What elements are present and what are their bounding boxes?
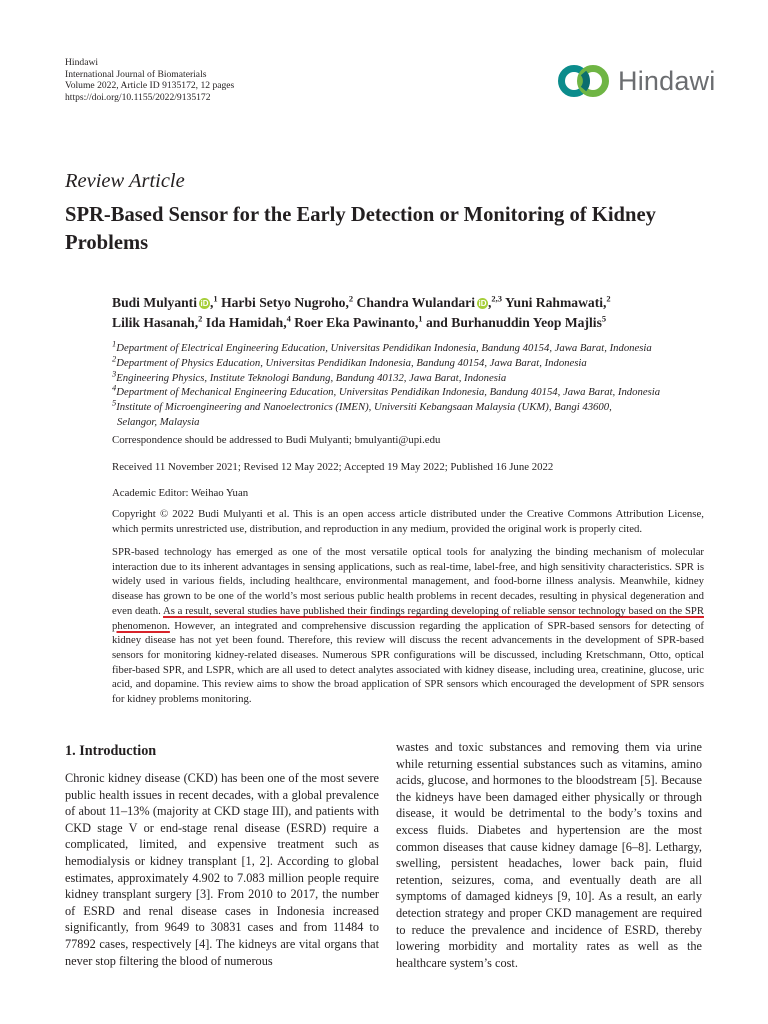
academic-editor: Academic Editor: Weihao Yuan — [112, 487, 249, 499]
author-name: Chandra Wulandari — [356, 295, 475, 310]
affiliation-text: Engineering Physics, Institute Teknologi Bandung, Bandung 40132, Jawa Barat, Indonesia — [116, 371, 507, 384]
article-type: Review Article — [65, 170, 185, 192]
author-list: Budi Mulyanti iD ,$^1$ Harbi Setyo Nugroho,$^2$ Chandra Wulandari iD ,$^{2,3}$ Yuni Rahmawati,$^2$ Lilik Hasanah,$^2$ Ida Hamidah,$^4$ Roer Eka Pawinanto,$^1$ and Burhanuddin Yeop Majlis$^5$ — [112, 293, 611, 330]
doi-link[interactable]: https://doi.org/10.1155/2022/9135172 — [65, 91, 211, 103]
volume-line: Volume 2022, Article ID 9135172, 12 pages — [65, 80, 235, 92]
affiliation-item — [112, 353, 712, 371]
affiliation-item — [112, 397, 712, 415]
affiliation-continuation: Selangor, Malaysia — [117, 415, 200, 428]
publication-dates: Received 11 November 2021; Revised 12 May 2022; Accepted 19 May 2022; Published 16 June 2022 — [112, 461, 554, 473]
highlighted-sentence[interactable]: As a result, several studies have published their findings regarding developing of reliable sensor technology based on the SPR phenomenon. — [112, 604, 704, 632]
author-affiliation-number: 5 — [601, 313, 607, 324]
correspondence: Correspondence should be addressed to Budi Mulyanti; bmulyanti@upi.edu — [112, 434, 441, 446]
intro-column-left: Chronic kidney disease (CKD) has been one of the most severe public health issues in recent decades, with a global prevalence of about 11–13% (majority at CKD stage III), and patients with CKD stage V or end-stage renal disease (ESRD) require a complicated, limited, and expensive treatment such as hemodialysis or kidney transplant [1, 2]. According to global estimates, approximately 4.902 to 7.083 million people require kidney transplant surgery [3]. From 2010 to 2017, the number of ESRD and renal disease cases in Indonesia increased significantly, from 9649 to 30831 cases and from 11484 to 77892 cases, respectively [4]. The kidneys are vital organs that never stop filtering the blood of numerous — [65, 771, 379, 968]
affiliation-text: Department of Physics Education, Universitas Pendidikan Indonesia, Bandung 40154, Jawa Barat, Indonesia — [116, 356, 587, 369]
journal-header — [65, 57, 234, 103]
affiliation-text: Institute of Microengineering and Nanoelectronics (IMEN), Universiti Kebangsaan Malaysia (UKM), Bangi 43600, — [116, 401, 612, 414]
affiliation-item — [112, 382, 712, 400]
journal-name: International Journal of Biomaterials — [65, 68, 207, 80]
affiliation-number: 4 — [112, 382, 117, 393]
copyright-notice: Copyright © 2022 Budi Mulyanti et al. This is an open access article distributed under the Creative Commons Attribution License, which permits unrestricted use, distribution, and reproduction in any medium, provided the original work is properly cited. — [112, 508, 704, 535]
author-name: Harbi Setyo Nugroho — [221, 295, 346, 310]
orcid-icon[interactable]: iD — [200, 299, 209, 308]
author-affiliation-number: 1 — [418, 313, 423, 324]
author-name: Ida Hamidah — [205, 315, 284, 330]
affiliation-number: 1 — [112, 338, 117, 349]
affiliations — [112, 338, 712, 430]
intro-column-right: wastes and toxic substances and removing them via urine while returning essential substances such as vitamins, amino acids, glucose, and hormones to the bloodstream [5]. Because the kidneys have been damaged either physically or through disease, it would be detrimental to the body’s toxins and excess fluids. Diabetes and hypertension are the most common diseases that cause kidney damage [6–8]. Lethargy, swelling, persistent headaches, lower back pain, fluid retention, seizures, coma, and eventually death are all symptoms of damaged kidneys [9, 10]. As a result, an early detection strategy and proper CKD management are required to reduce the prevalence and incidence of ESRD, thereby lowering morbidity and mortality rates as well as the healthcare system’s cost. — [396, 740, 702, 970]
author-affiliation-number: 2,3 — [491, 293, 503, 304]
hindawi-logo-icon — [556, 64, 612, 98]
affiliation-number: 5 — [112, 397, 117, 408]
section-heading: 1. Introduction — [65, 743, 157, 759]
author-name: Lilik Hasanah — [112, 315, 195, 330]
abstract — [112, 545, 704, 707]
author-affiliation-number: 1 — [213, 293, 218, 304]
author-name: Yuni Rahmawati — [504, 295, 604, 310]
author-name: Roer Eka Pawinanto — [294, 315, 415, 330]
abstract-text: SPR-based technology has emerged as one of the most versatile optical tools for analyzing the binding mechanism of molecular interaction due to its inherent advantages in sensing applications, such as real-time, label-free, and high sensitivity characteristics. SPR is widely used in various fields, including healthcare, environmental management, and food-borne illness analysis. Meanwhile, kidney disease has grown to be one of the world’s most serious public health problems in recent decades, resulting in physical degeneration and even death. — [112, 546, 704, 617]
abstract-text: However, an integrated and comprehensive discussion regarding the application of SPR-based sensors for detecting of kidney disease has not yet been found. Therefore, this review will discuss the recent advancements in the development of SPR-based sensors for monitoring kidney-related diseases. Numerous SPR configurations will be discussed, including Kretschmann, Otto, optical fiber-based SPR, and LSPR, which are all used to detect analytes associated with kidney disease, including urea, creatinine, glucose, uric acid, and dopamine. This review aims to show the broad application of SPR sensors which encouraged the development of SPR sensors for kidney problems monitoring. — [112, 619, 704, 706]
affiliation-number: 2 — [112, 353, 117, 364]
author-affiliation-number: 2 — [348, 293, 354, 304]
author-name: Budi Mulyanti — [112, 295, 197, 310]
affiliation-item — [112, 338, 712, 356]
affiliation-text: Department of Electrical Engineering Education, Universitas Pendidikan Indonesia, Bandung 40154, Jawa Barat, Indonesia — [116, 342, 652, 354]
logo-wordmark: Hindawi — [618, 65, 716, 96]
paper-title: SPR-Based Sensor for the Early Detection or Monitoring of Kidney Problems — [65, 204, 656, 254]
orcid-icon[interactable]: iD — [478, 299, 487, 308]
hindawi-logo[interactable] — [556, 64, 726, 98]
affiliation-text: Department of Mechanical Engineering Education, Universitas Pendidikan Indonesia, Bandung 40154, Jawa Barat, Indonesia — [116, 386, 661, 399]
affiliation-item — [112, 368, 712, 386]
affiliation-number: 3 — [112, 368, 117, 379]
author-affiliation-number: 2 — [606, 293, 611, 304]
publisher-name: Hindawi — [65, 57, 99, 68]
author-affiliation-number: 2 — [198, 313, 203, 324]
author-name: and Burhanuddin Yeop Majlis — [425, 315, 602, 330]
author-affiliation-number: 4 — [286, 313, 291, 324]
